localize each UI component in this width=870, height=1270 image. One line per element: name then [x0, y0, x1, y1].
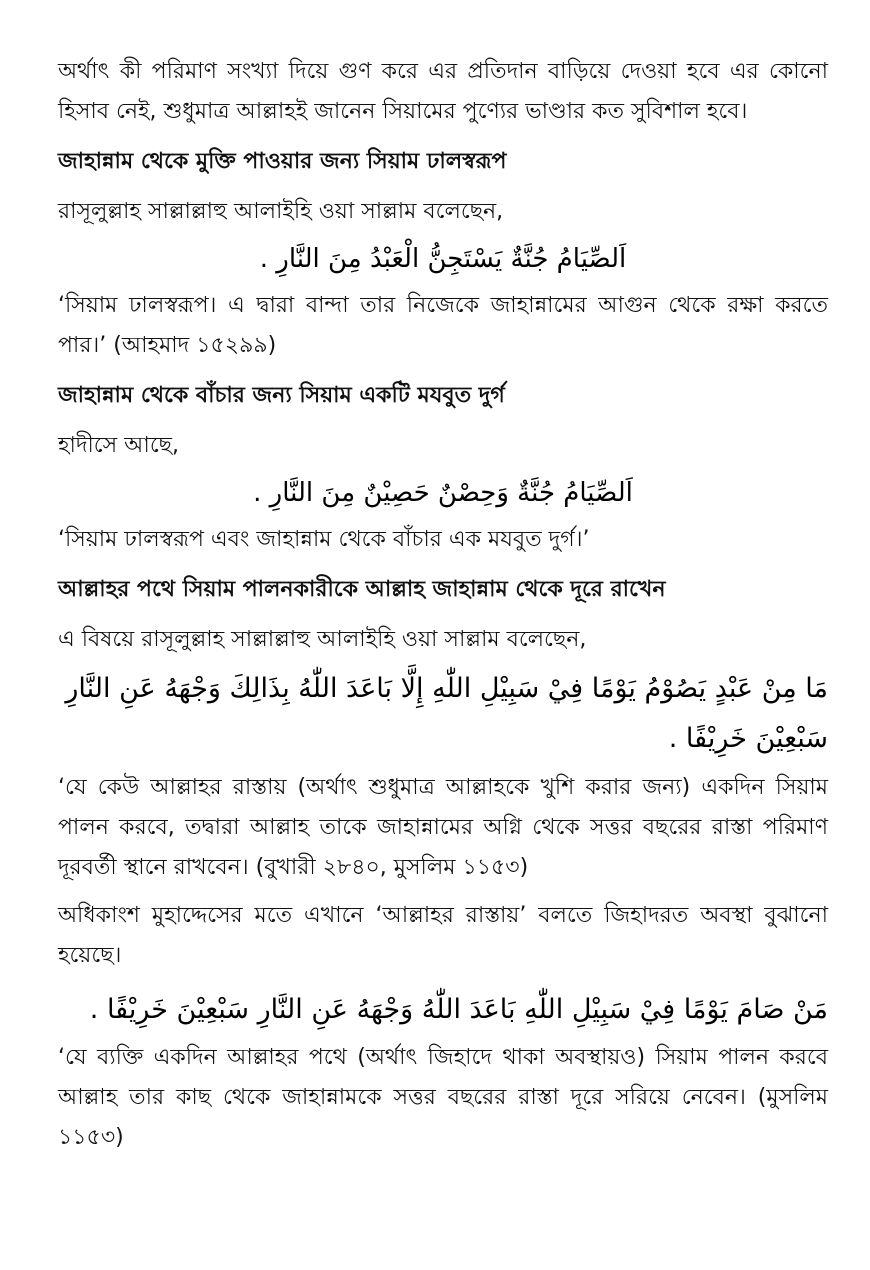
arabic-hadith: مَا مِنْ عَبْدٍ يَصُوْمُ يَوْمًا فِيْ سَبِيْلِ اللّٰهِ إِلَّا بَاعَدَ اللّٰهُ بِذَالِكَ وَجْهَهُ عَنِ النَّارِ سَبْعِيْنَ خَرِيْفًا . — [65, 673, 828, 754]
hadith-lead: হাদীসে আছে, — [58, 433, 179, 458]
arabic-hadith: اَلصِّيَامُ جُنَّةٌ وَحِصْنٌ حَصِيْنٌ مِنَ النَّارِ . — [253, 478, 633, 508]
section-heading: জাহান্নাম থেকে বাঁচার জন্য সিয়াম একটি মযবুত দুর্গ — [58, 383, 505, 408]
section-path-of-allah — [58, 570, 828, 888]
document-page — [58, 52, 828, 1166]
intro-paragraph: অর্থাৎ কী পরিমাণ সংখ্যা দিয়ে গুণ করে এর প্রতিদান বাড়িয়ে দেওয়া হবে এর কোনো হিসাব নেই, শুধুমাত্র আল্লাহই জানেন সিয়ামের পুণ্যের ভাণ্ডার কত সুবিশাল হবে। — [58, 59, 828, 124]
section-shield — [58, 142, 828, 366]
closing-paragraph: অধিকাংশ মুহাদ্দেসের মতে এখানে ‘আল্লাহর রাস্তায়’ বলতে জিহাদরত অবস্থা বুঝানো হয়েছে। — [58, 903, 828, 968]
hadith-lead: রাসূলুল্লাহ সাল্লাল্লাহু আলাইহি ওয়া সাল্লাম বলেছেন, — [58, 199, 504, 224]
hadith-translation: ‘সিয়াম ঢালস্বরূপ এবং জাহান্নাম থেকে বাঁচার এক মযবুত দুর্গ।’ — [58, 527, 590, 552]
section-heading: জাহান্নাম থেকে মুক্তি পাওয়ার জন্য সিয়াম ঢালস্বরূপ — [58, 149, 507, 174]
hadith-translation: ‘সিয়াম ঢালস্বরূপ। এ দ্বারা বান্দা তার নিজেকে জাহান্নামের আগুন থেকে রক্ষা করতে পার।’ (আহমাদ ১৫২৯৯) — [58, 293, 828, 358]
closing-arabic-hadith: مَنْ صَامَ يَوْمًا فِيْ سَبِيْلِ اللّٰهِ بَاعَدَ اللّٰهُ وَجْهَهُ عَنِ النَّارِ سَبْعِيْنَ خَرِيْفًا . — [89, 994, 828, 1025]
hadith-translation: ‘যে কেউ আল্লাহর রাস্তায় (অর্থাৎ শুধুমাত্র আল্লাহকে খুশি করার জন্য) একদিন সিয়াম পালন করবে, তদ্বারা আল্লাহ তাকে জাহান্নামের অগ্নি থেকে সত্তর বছরের রাস্তা পরিমাণ দূরবর্তী স্থানে রাখবেন। (বুখারী ২৮৪০, মুসলিম ১১৫৩) — [58, 775, 828, 880]
section-fortress — [58, 376, 828, 560]
section-heading: আল্লাহর পথে সিয়াম পালনকারীকে আল্লাহ জাহান্নাম থেকে দূরে রাখেন — [58, 577, 666, 602]
closing-translation: ‘যে ব্যক্তি একদিন আল্লাহর পথে (অর্থাৎ জিহাদে থাকা অবস্থায়ও) সিয়াম পালন করবে আল্লাহ তার কাছ থেকে জাহান্নামকে সত্তর বছরের রাস্তা দূরে সরিয়ে নেবেন। (মুসলিম ১১৫৩) — [58, 1045, 828, 1150]
arabic-hadith: اَلصِّيَامُ جُنَّةٌ يَسْتَجِنُّ الْعَبْدُ مِنَ النَّارِ . — [259, 244, 627, 274]
hadith-lead: এ বিষয়ে রাসূলুল্লাহ সাল্লাল্লাহু আলাইহি ওয়া সাল্লাম বলেছেন, — [58, 627, 587, 652]
